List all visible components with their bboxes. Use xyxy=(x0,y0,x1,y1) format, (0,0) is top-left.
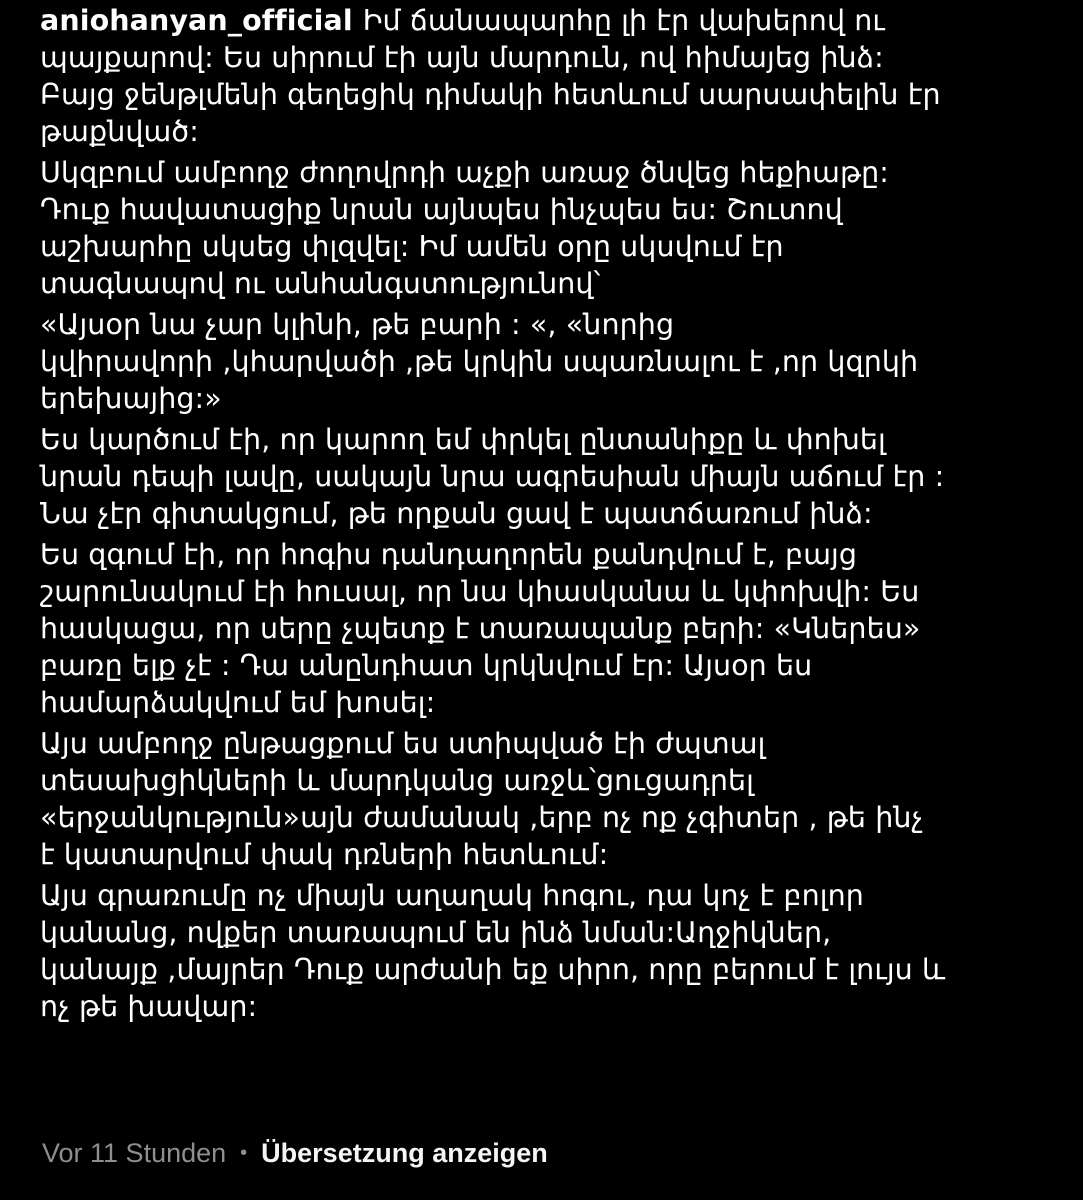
caption-text: Իմ ճանապարհը լի էր վախերով ու պայքարով: Ես սիրում էի այն մարդուն, ով հիմայեց ինձ: Բայց ջենթլմենի գեղեցիկ դիմակի հետևում սարսափելին էր թաքնված: xyxy=(40,4,941,148)
caption-paragraph-5: Ես զգում էի, որ հոգիս դանդաղորեն քանդվում է, բայց շարունակում էի հուսալ, որ նա կհասկանա և կփոխվի: Ես հասկացա, որ սերը չպետք է տառապանք բերի: «Կներես» բառը ելք չէ : Դա անընդհատ կրկնվում էր: Այսօր ես համարձակվում եմ խոսել: xyxy=(40,538,921,719)
post-caption xyxy=(40,2,1060,1025)
caption-paragraph-6: Այս ամբողջ ընթացքում ես ստիպված էի ժպտալ տեսախցիկների և մարդկանց առջև՝ցուցադրել «երջանկություն»այն ժամանակ ,երբ ոչ ոք չգիտեր , թե ինչ է կատարվում փակ դռների հետևում: xyxy=(40,727,924,871)
username-link[interactable]: aniohanyan_official xyxy=(40,4,353,37)
caption-paragraph-2: Սկզբում ամբողջ ժողովրդի աչքի առաջ ծնվեց հեքիաթը: Դուք հավատացիք նրան այնպես ինչպես ես: Շուտով աշխարհը սկսեց փլզվել: Իմ ամեն օրը սկսվում էր տագնապով ու անհանգստությունով՝ xyxy=(40,156,889,300)
caption-paragraph-3: «Այսօր նա չար կլինի, թե բարի : «, «նորից կվիրավորի ,կհարվածի ,թե կրկին սպառնալու է ,որ կզրկի երեխայից:» xyxy=(40,308,919,415)
caption-paragraph-7: Այս գրառումը ոչ միայն աղաղակ հոգու, դա կոչ է բոլոր կանանց, ովքեր տառապում են ինձ նման:Աղջիկներ, կանայք ,մայրեր Դուք արժանի եք սիրո, որը բերում է լույս և ոչ թե խավար: xyxy=(40,879,946,1023)
show-translation-button[interactable]: Übersetzung anzeigen xyxy=(261,1138,548,1168)
post-timestamp: Vor 11 Stunden xyxy=(42,1138,227,1168)
separator-dot: • xyxy=(240,1142,248,1164)
caption-paragraph-4: Ես կարծում էի, որ կարող եմ փրկել ընտանիքը և փոխել նրան դեպի լավը, սակայն նրա ագրեսիան միայն աճում էր : Նա չէր գիտակցում, թե որքան ցավ է պատճառում ինձ: xyxy=(40,423,945,530)
post-footer xyxy=(42,1136,548,1170)
caption-paragraph-1 xyxy=(40,2,1060,150)
